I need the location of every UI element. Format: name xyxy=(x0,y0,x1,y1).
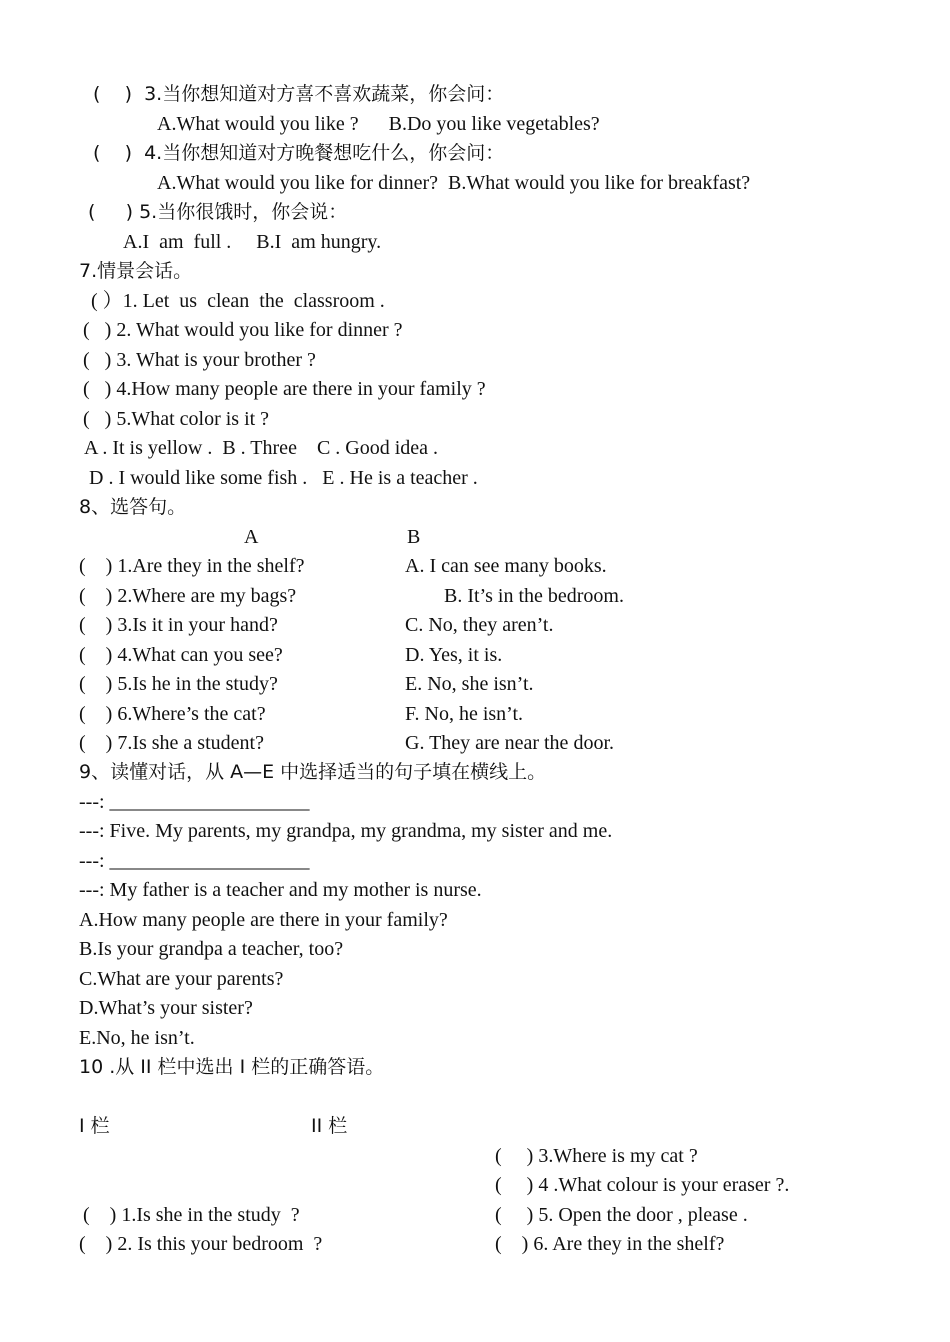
column-ii-label: II 栏 xyxy=(311,1115,348,1137)
section-8-heading: 8、选答句。 xyxy=(79,496,187,518)
section-7-answers: D . I would like some fish . E . He is a teacher . xyxy=(89,467,478,489)
section-9-heading: 9、读懂对话，从 A—E 中选择适当的句子填在横线上。 xyxy=(79,761,547,783)
section-7-heading: 7.情景会话。 xyxy=(79,260,193,282)
column-i-label: I 栏 xyxy=(79,1115,110,1137)
section-8-answer: B. It’s in the bedroom. xyxy=(444,585,624,607)
section-9-option: D.What’s your sister? xyxy=(79,997,253,1019)
section-7-question: ( ) 3. What is your brother ? xyxy=(83,349,316,371)
section-9-option: E.No, he isn’t. xyxy=(79,1027,195,1049)
question-6-4-options: A.What would you like for dinner? B.What would you like for breakfast? xyxy=(157,172,751,194)
section-8-answer: F. No, he isn’t. xyxy=(405,703,524,725)
section-10-left-item: ( ) 1.Is she in the study ? xyxy=(83,1204,300,1226)
dialogue-blank-line: ---: ____________________ xyxy=(79,791,310,813)
section-8-answer: C. No, they aren’t. xyxy=(405,614,554,636)
section-8-answer: G. They are near the door. xyxy=(405,732,614,754)
section-8-question: ( ) 4.What can you see? xyxy=(79,644,283,666)
section-8-answer: D. Yes, it is. xyxy=(405,644,503,666)
question-6-5-options: A.I am full . B.I am hungry. xyxy=(123,231,382,253)
section-10-left-item: ( ) 2. Is this your bedroom ? xyxy=(79,1233,323,1255)
section-8-question: ( ) 6.Where’s the cat? xyxy=(79,703,266,725)
section-7-question: ( ) 4.How many people are there in your family ? xyxy=(83,378,486,400)
section-8-question: ( ) 7.Is she a student? xyxy=(79,732,264,754)
section-10-right-item: ( ) 6. Are they in the shelf? xyxy=(495,1233,725,1255)
section-8-answer: A. I can see many books. xyxy=(405,555,607,577)
section-8-question: ( ) 5.Is he in the study? xyxy=(79,673,278,695)
section-7-answers: A . It is yellow . B . Three C . Good idea . xyxy=(84,437,439,459)
section-9-option: A.How many people are there in your family? xyxy=(79,909,448,931)
section-7-question: ( ) 5.What color is it ? xyxy=(83,408,270,430)
section-7-question: ( ) 2. What would you like for dinner ? xyxy=(83,319,403,341)
section-10-right-item: ( ) 3.Where is my cat ? xyxy=(495,1145,698,1167)
column-a-label: A xyxy=(244,526,259,548)
question-6-4-prompt: ( ) 4.当你想知道对方晚餐想吃什么，你会问： xyxy=(93,142,505,164)
dialogue-blank-line: ---: ____________________ xyxy=(79,850,310,872)
section-10-right-item: ( ) 4 .What colour is your eraser ?. xyxy=(495,1174,790,1196)
column-b-label: B xyxy=(407,526,421,548)
dialogue-line: ---: My father is a teacher and my mother is nurse. xyxy=(79,879,482,901)
section-9-option: C.What are your parents? xyxy=(79,968,284,990)
section-7-question: ( ）1. Let us clean the classroom . xyxy=(91,290,385,312)
section-9-option: B.Is your grandpa a teacher, too? xyxy=(79,938,344,960)
section-8-answer: E. No, she isn’t. xyxy=(405,673,534,695)
section-10-heading: 10 .从 II 栏中选出 I 栏的正确答语。 xyxy=(79,1056,385,1078)
dialogue-line: ---: Five. My parents, my grandpa, my grandma, my sister and me. xyxy=(79,820,613,842)
question-6-3-prompt: ( ) 3.当你想知道对方喜不喜欢蔬菜，你会问： xyxy=(93,83,505,105)
question-6-3-options: A.What would you like ? B.Do you like vegetables? xyxy=(157,113,600,135)
section-8-question: ( ) 1.Are they in the shelf? xyxy=(79,555,305,577)
section-8-question: ( ) 2.Where are my bags? xyxy=(79,585,297,607)
section-10-right-item: ( ) 5. Open the door , please . xyxy=(495,1204,748,1226)
question-6-5-prompt: ( ) 5.当你很饿时，你会说： xyxy=(88,201,348,223)
section-8-question: ( ) 3.Is it in your hand? xyxy=(79,614,278,636)
